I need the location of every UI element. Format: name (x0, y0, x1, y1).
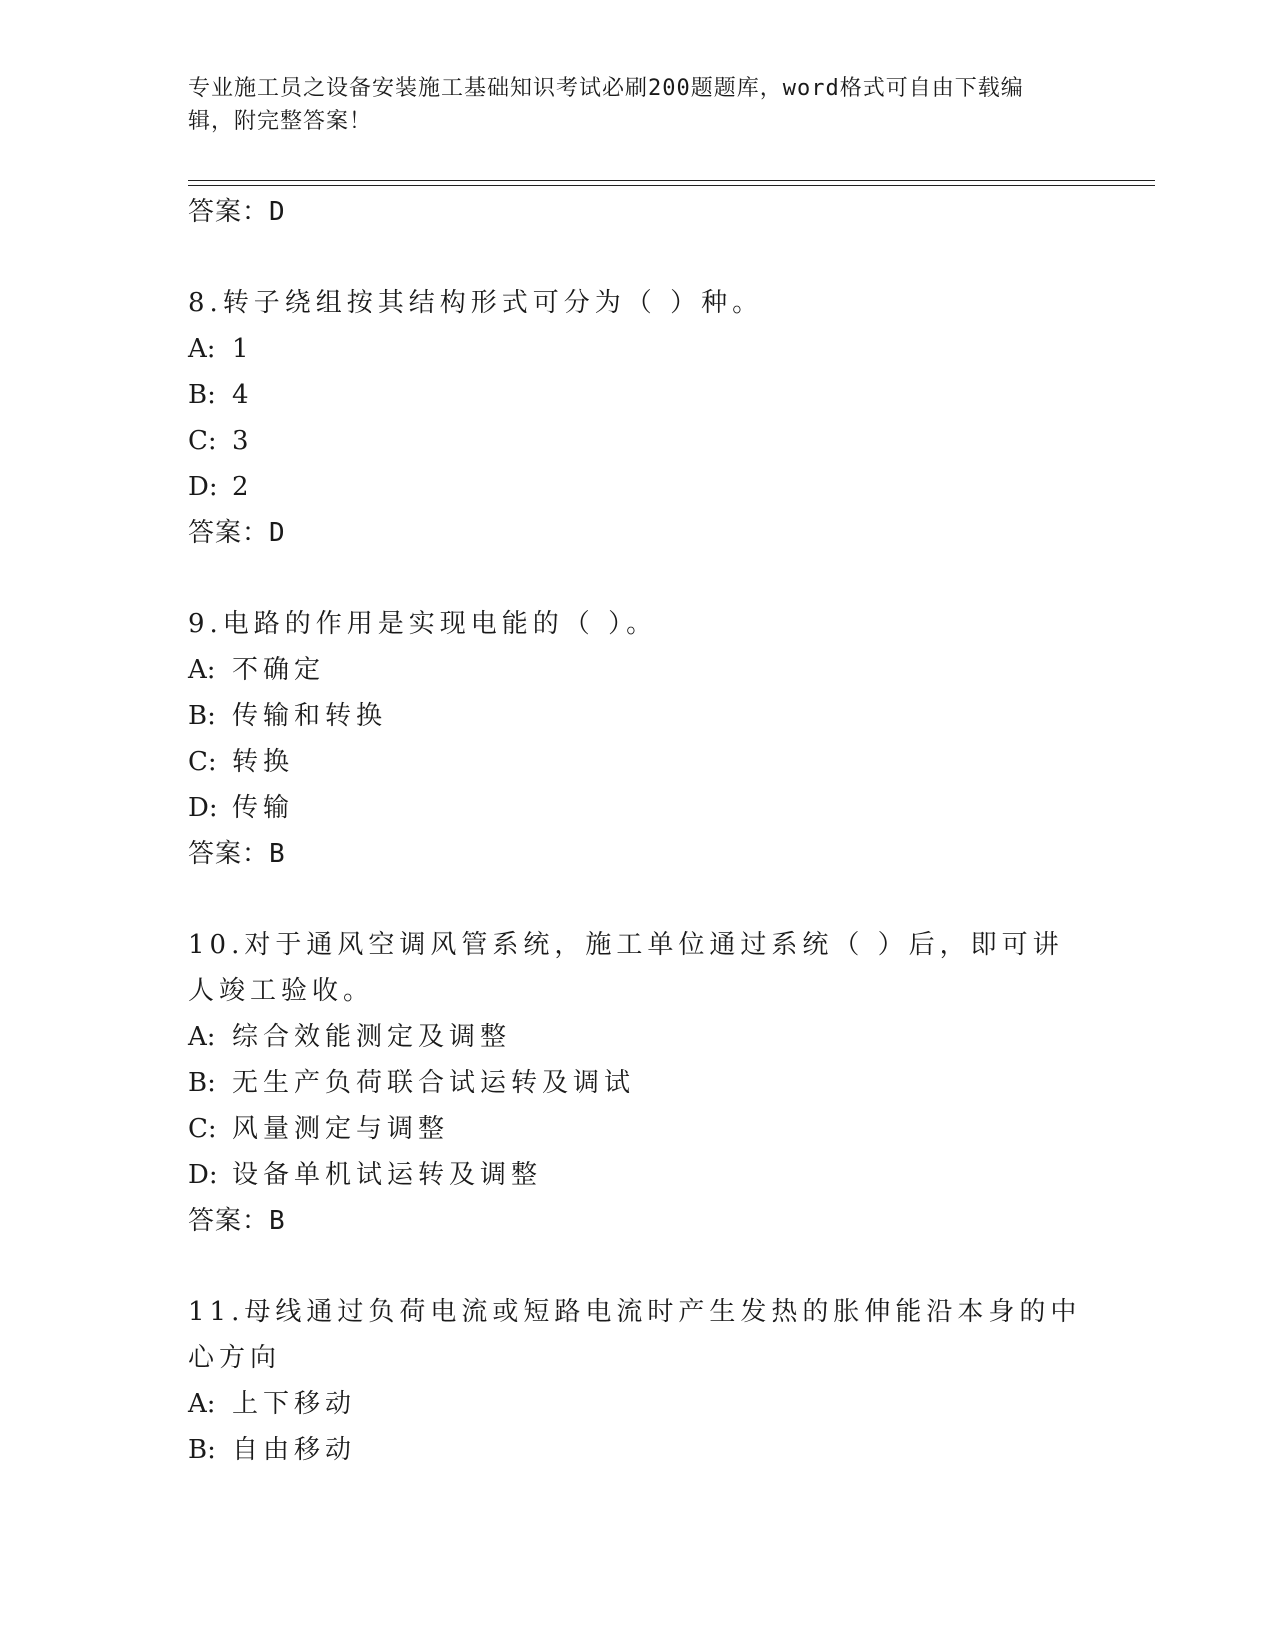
option-c (188, 1106, 1088, 1152)
option-text: 不确定 (232, 655, 326, 685)
option-d (188, 785, 1088, 831)
question-text: 8.转子绕组按其结构形式可分为（ ）种。 (188, 288, 764, 318)
option-b (188, 1060, 1088, 1106)
option-letter: D: (188, 793, 218, 823)
option-text: 2 (232, 472, 254, 502)
option-letter: A: (188, 1389, 216, 1419)
question-block (188, 1289, 1088, 1473)
option-text: 传输和转换 (232, 701, 388, 731)
option-text: 4 (232, 380, 254, 410)
option-c (188, 739, 1088, 785)
option-text: 传输 (232, 793, 295, 823)
option-letter: B: (188, 1435, 216, 1465)
option-letter: C: (188, 1114, 217, 1144)
question-text: 9.电路的作用是实现电能的（ ）。 (188, 609, 658, 639)
option-letter: B: (188, 380, 216, 410)
option-b (188, 372, 1088, 418)
option-text: 自由移动 (232, 1435, 357, 1465)
question-block (188, 280, 1088, 556)
option-letter: A: (188, 655, 216, 685)
option-letter: B: (188, 1068, 216, 1098)
option-a (188, 1381, 1088, 1427)
option-letter: D: (188, 472, 218, 502)
option-text: 风量测定与调整 (232, 1114, 450, 1144)
question-block (188, 601, 1088, 877)
header-divider-bottom (188, 185, 1155, 186)
question-text: 11.母线通过负荷电流或短路电流时产生发热的胀伸能沿本身的中心方向 (188, 1297, 1082, 1373)
option-letter: D: (188, 1160, 218, 1190)
option-d (188, 1152, 1088, 1198)
document-header: 专业施工员之设备安装施工基础知识考试必刷200题题库，word格式可自由下载编辑，附完整答案！ (188, 76, 1024, 134)
option-text: 上下移动 (232, 1389, 357, 1419)
option-letter: C: (188, 747, 217, 777)
option-text: 1 (232, 334, 254, 364)
option-text: 3 (232, 426, 254, 456)
option-d (188, 464, 1088, 510)
question-block (188, 922, 1088, 1244)
question-list (188, 189, 1088, 1473)
answer-line: 答案：D (188, 197, 286, 227)
option-b (188, 693, 1088, 739)
option-letter: B: (188, 701, 216, 731)
answer-line: 答案：D (188, 518, 286, 548)
question-text: 10.对于通风空调风管系统，施工单位通过系统（ ）后，即可讲人竣工验收。 (188, 930, 1064, 1006)
answer-line: 答案：B (188, 1206, 286, 1236)
option-b (188, 1427, 1088, 1473)
option-text: 转换 (232, 747, 295, 777)
answer-line: 答案：B (188, 839, 286, 869)
option-letter: A: (188, 334, 216, 364)
option-letter: A: (188, 1022, 216, 1052)
option-c (188, 418, 1088, 464)
header-divider-top (188, 180, 1155, 181)
option-a (188, 326, 1088, 372)
option-a (188, 1014, 1088, 1060)
option-text: 无生产负荷联合试运转及调试 (232, 1068, 636, 1098)
option-a (188, 647, 1088, 693)
option-text: 综合效能测定及调整 (232, 1022, 512, 1052)
option-text: 设备单机试运转及调整 (232, 1160, 543, 1190)
option-letter: C: (188, 426, 217, 456)
